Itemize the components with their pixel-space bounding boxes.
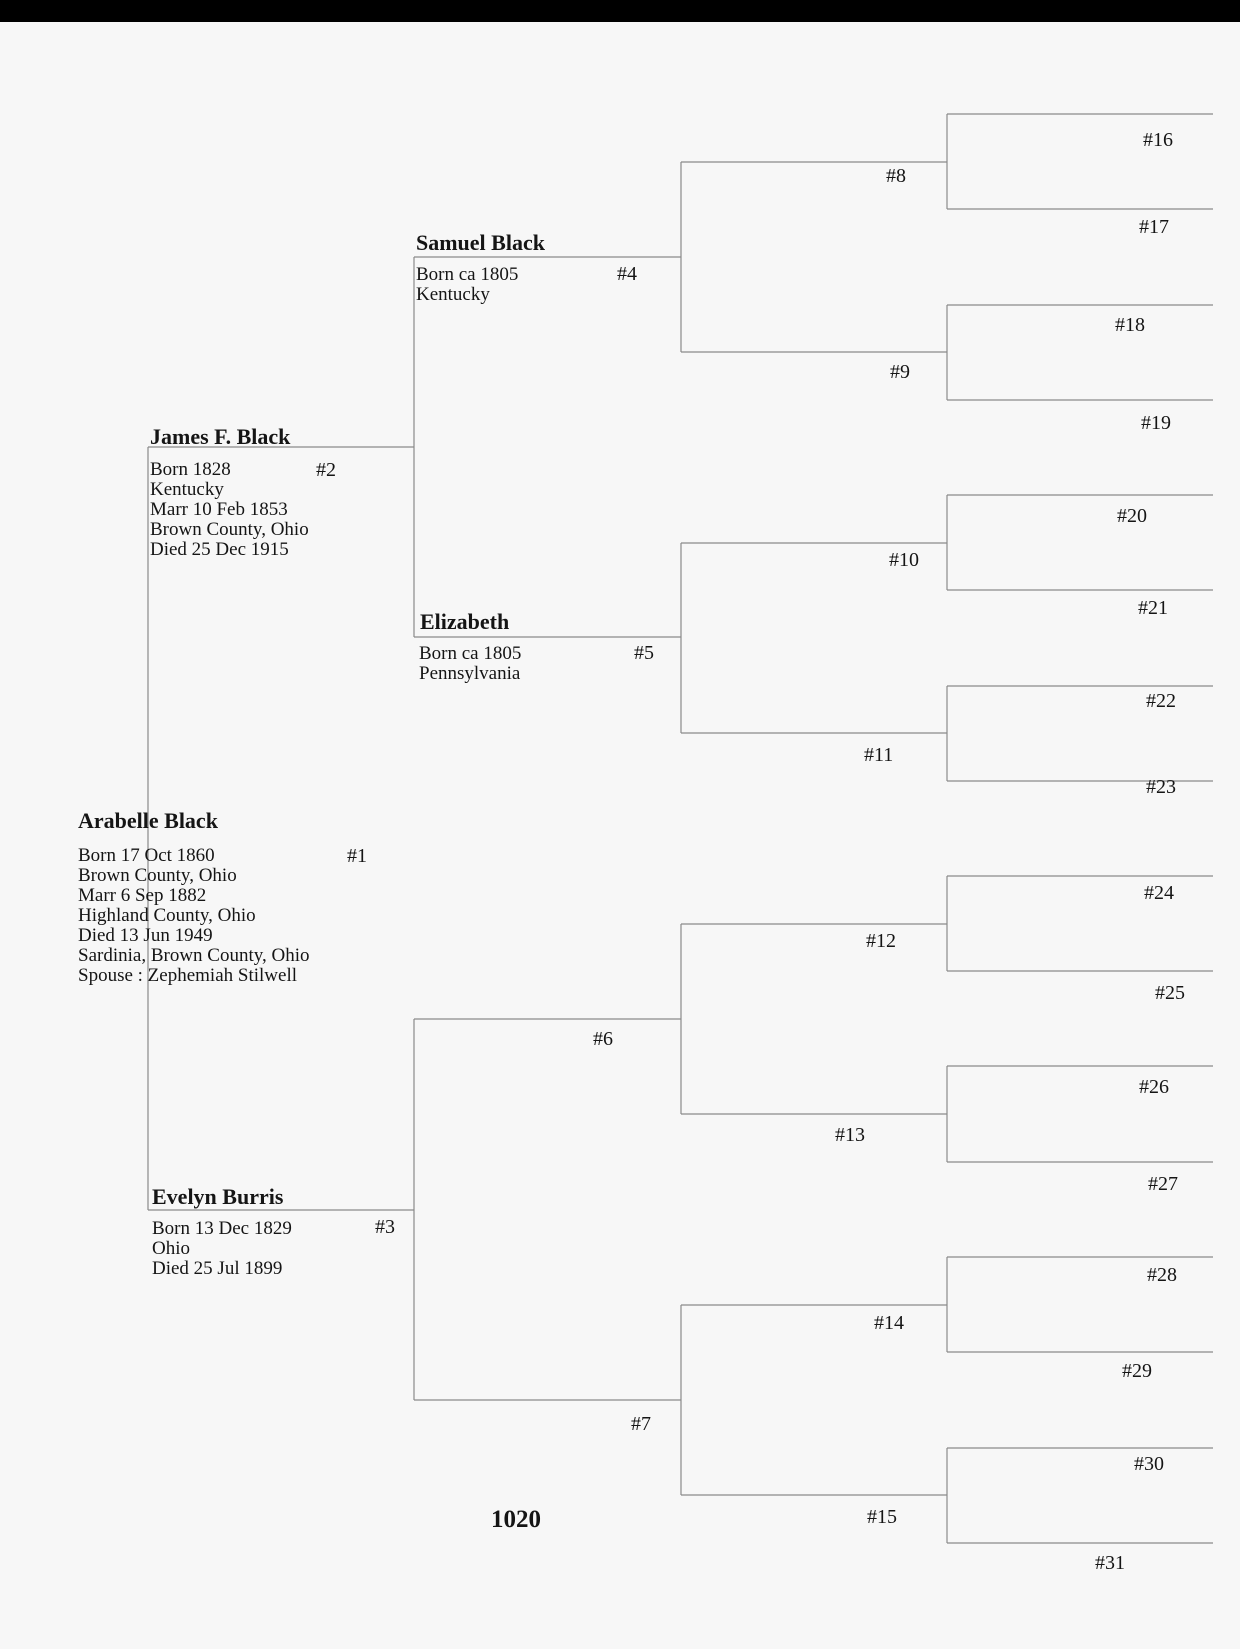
person-1-spouse: Spouse : Zephemiah Stilwell — [78, 965, 298, 986]
person-5-name: Elizabeth — [420, 609, 510, 634]
ancestor-number-12: #12 — [866, 930, 896, 952]
person-3-details — [152, 1219, 292, 1279]
ancestor-number-6: #6 — [593, 1028, 613, 1050]
ancestor-number-23: #23 — [1146, 776, 1176, 798]
ancestor-number-28: #28 — [1147, 1264, 1177, 1286]
ancestor-number-22: #22 — [1146, 690, 1176, 712]
person-4-details — [416, 265, 518, 305]
person-1-married: Marr 6 Sep 1882 — [78, 885, 207, 906]
ancestor-number-29: #29 — [1122, 1360, 1152, 1382]
ancestor-number-21: #21 — [1138, 597, 1168, 619]
ancestor-number-11: #11 — [864, 744, 894, 766]
person-3-born: Born 13 Dec 1829 — [152, 1218, 292, 1239]
person-5-born: Born ca 1805 — [419, 643, 522, 664]
person-2-name: James F. Black — [150, 424, 291, 449]
person-3-died: Died 25 Jul 1899 — [152, 1258, 283, 1279]
ancestor-number-8: #8 — [886, 165, 906, 187]
ancestor-number-27: #27 — [1148, 1173, 1178, 1195]
person-2-number: #2 — [316, 459, 336, 481]
person-2-born: Born 1828 — [150, 459, 231, 480]
person-5-born-place: Pennsylvania — [419, 663, 521, 684]
person-1-name: Arabelle Black — [78, 808, 218, 833]
person-3-born-place: Ohio — [152, 1238, 190, 1259]
person-5-number: #5 — [634, 642, 654, 664]
person-2-born-place: Kentucky — [150, 479, 224, 500]
person-4-born-place: Kentucky — [416, 284, 490, 305]
person-1-married-place: Highland County, Ohio — [78, 905, 256, 926]
person-1-number: #1 — [347, 845, 367, 867]
person-2-married: Marr 10 Feb 1853 — [150, 499, 288, 520]
ancestor-number-17: #17 — [1139, 216, 1169, 238]
person-1-born: Born 17 Oct 1860 — [78, 845, 215, 866]
ancestor-number-25: #25 — [1155, 982, 1185, 1004]
ancestor-number-15: #15 — [867, 1506, 897, 1528]
ancestor-number-13: #13 — [835, 1124, 865, 1146]
person-4-name: Samuel Black — [416, 230, 545, 255]
ancestor-number-16: #16 — [1143, 129, 1173, 151]
person-5-details — [419, 644, 521, 684]
person-4-born: Born ca 1805 — [416, 264, 519, 285]
ancestor-number-7: #7 — [631, 1413, 651, 1435]
ancestor-number-19: #19 — [1141, 412, 1171, 434]
person-1-died-place: Sardinia, Brown County, Ohio — [78, 945, 310, 966]
ancestor-number-10: #10 — [889, 549, 919, 571]
ancestor-number-26: #26 — [1139, 1076, 1169, 1098]
page-number: 1020 — [491, 1506, 541, 1533]
person-2-married-place: Brown County, Ohio — [150, 519, 309, 540]
person-3-number: #3 — [375, 1216, 395, 1238]
person-4-number: #4 — [617, 263, 637, 285]
ancestor-number-30: #30 — [1134, 1453, 1164, 1475]
ancestor-number-31: #31 — [1095, 1552, 1125, 1574]
person-2-died: Died 25 Dec 1915 — [150, 539, 289, 560]
person-1-details — [78, 846, 310, 986]
ancestor-number-20: #20 — [1117, 505, 1147, 527]
ancestor-number-14: #14 — [874, 1312, 904, 1334]
person-2-details — [150, 460, 309, 560]
ancestor-number-18: #18 — [1115, 314, 1145, 336]
person-1-died: Died 13 Jun 1949 — [78, 925, 213, 946]
ancestor-number-24: #24 — [1144, 882, 1174, 904]
person-1-born-place: Brown County, Ohio — [78, 865, 237, 886]
ancestor-number-9: #9 — [890, 361, 910, 383]
person-3-name: Evelyn Burris — [152, 1184, 284, 1209]
